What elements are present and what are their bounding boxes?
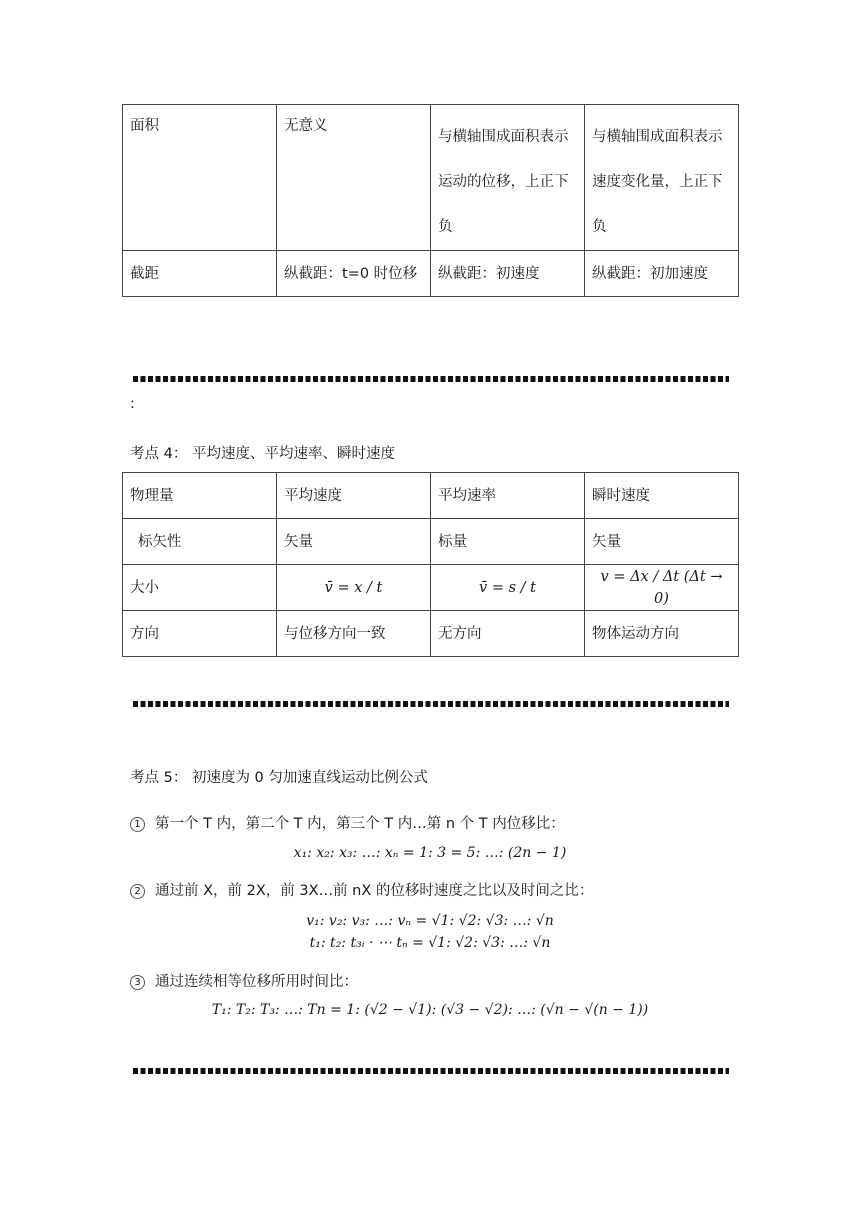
circled-number: 1 — [130, 817, 145, 832]
table-row — [123, 105, 739, 251]
table-cell: 截距 — [123, 251, 277, 297]
table-cell: 标矢性 — [123, 519, 277, 565]
table-row — [123, 473, 739, 519]
table-header-cell: 物理量 — [123, 473, 277, 519]
dotted-divider — [133, 701, 729, 707]
list-item-text: 通过连续相等位移所用时间比： — [155, 974, 358, 990]
table-cell: 无方向 — [431, 611, 585, 657]
table-row — [123, 611, 739, 657]
table-graph-meaning — [122, 104, 739, 297]
table-cell: 与横轴围成面积表示运动的位移，上正下负 — [431, 105, 585, 251]
list-item-text: 通过前 X，前 2X，前 3X…前 nX 的位移时速度之比以及时间之比： — [155, 883, 594, 899]
section-heading-5: 考点 5： 初速度为 0 匀加速直线运动比例公式 — [130, 770, 428, 786]
circled-number: 3 — [130, 975, 145, 990]
table-header-cell: 瞬时速度 — [585, 473, 739, 519]
formula-instantaneous-velocity: v = Δx / Δt (Δt → 0) — [585, 565, 739, 611]
list-item — [130, 970, 358, 991]
formula-equal-displacement-time-ratio: T₁: T₂: T₃: …: Tn = 1: (√2 − √1): (√3 − √2): …: (√n − √(n − 1)) — [211, 1002, 649, 1018]
table-cell: 纵截距：初速度 — [431, 251, 585, 297]
table-cell: 纵截距：t=0 时位移 — [277, 251, 431, 297]
table-row — [123, 565, 739, 611]
table-cell: 矢量 — [277, 519, 431, 565]
dotted-divider — [133, 376, 729, 382]
circled-number: 2 — [130, 884, 145, 899]
colon-text: : — [130, 396, 135, 412]
formula-time-ratio: t₁: t₂: t₃ᵢ · ⋯ tₙ = √1: √2: √3: …: √n — [309, 935, 551, 951]
table-cell: 面积 — [123, 105, 277, 251]
formula-average-velocity: v̄ = x / t — [277, 565, 431, 611]
table-row — [123, 519, 739, 565]
table-cell: 与横轴围成面积表示速度变化量，上正下负 — [585, 105, 739, 251]
table-cell: 物体运动方向 — [585, 611, 739, 657]
table-cell: 方向 — [123, 611, 277, 657]
list-item-text: 第一个 T 内，第二个 T 内，第三个 T 内…第 n 个 T 内位移比： — [155, 816, 565, 832]
table-header-cell: 平均速率 — [431, 473, 585, 519]
table-cell: 矢量 — [585, 519, 739, 565]
formula-displacement-ratio: x₁: x₂: x₃: …: xₙ = 1: 3 = 5: …: (2n − 1) — [293, 845, 567, 861]
list-item — [130, 812, 565, 833]
table-cell: 与位移方向一致 — [277, 611, 431, 657]
formula-average-speed: v̄ = s / t — [431, 565, 585, 611]
table-cell: 无意义 — [277, 105, 431, 251]
table-velocity-comparison — [122, 472, 739, 657]
dotted-divider — [133, 1068, 729, 1074]
formula-velocity-ratio: v₁: v₂: v₃: …: vₙ = √1: √2: √3: …: √n — [306, 913, 554, 929]
table-cell: 纵截距：初加速度 — [585, 251, 739, 297]
table-header-cell: 平均速度 — [277, 473, 431, 519]
table-cell: 大小 — [123, 565, 277, 611]
table-cell: 标量 — [431, 519, 585, 565]
section-heading-4: 考点 4： 平均速度、平均速率、瞬时速度 — [130, 446, 395, 462]
list-item — [130, 879, 593, 900]
table-row — [123, 251, 739, 297]
